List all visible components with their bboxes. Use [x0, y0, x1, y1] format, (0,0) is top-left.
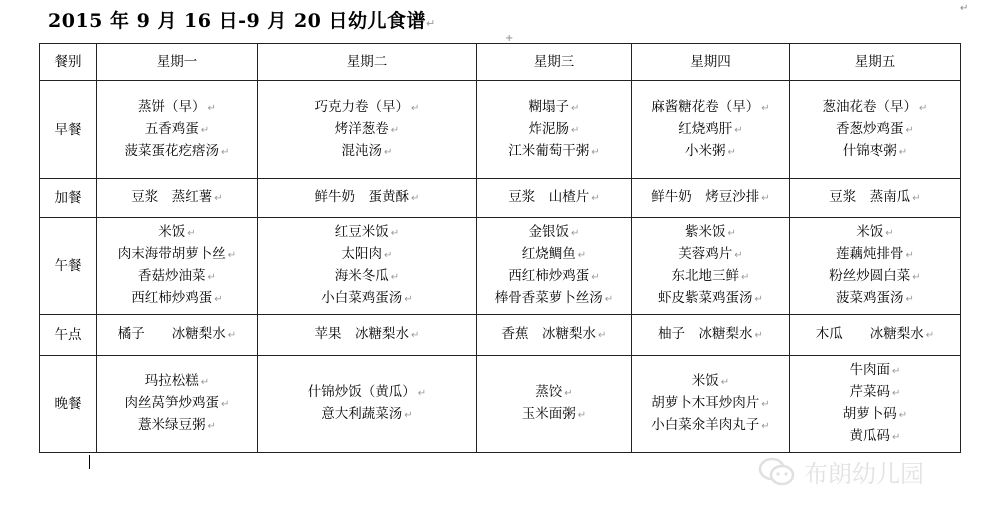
- dish-item: 黄瓜码 ↵: [849, 428, 901, 444]
- dish-item: 米饭 ↵: [158, 224, 196, 240]
- paragraph-mark-icon: ↵: [571, 102, 580, 114]
- dish-item: 牛肉面 ↵: [849, 362, 901, 378]
- day-header: 星期四: [632, 44, 790, 81]
- paragraph-mark-icon: ↵: [571, 124, 580, 136]
- menu-cell: [632, 356, 790, 453]
- paragraph-mark-icon: ↵: [221, 399, 230, 410]
- dish-item: 米饭 ↵: [691, 373, 730, 389]
- watermark-text: 布朗幼儿园: [804, 460, 924, 488]
- paragraph-mark-icon: ↵: [187, 228, 196, 239]
- menu-cell: [97, 356, 258, 453]
- menu-cell: [477, 315, 632, 356]
- day-header: 星期五: [790, 44, 961, 81]
- paragraph-mark-icon: ↵: [227, 330, 237, 341]
- margin-mark-icon: ↵: [960, 3, 969, 14]
- menu-cell: [477, 81, 632, 179]
- paragraph-mark-icon: ↵: [912, 272, 921, 283]
- dish-item: 橘子 冰糖梨水 ↵: [117, 326, 237, 342]
- paragraph-mark-icon: ↵: [898, 410, 908, 421]
- dish-item: 粉丝炒圆白菜 ↵: [829, 268, 921, 284]
- paragraph-mark-icon: ↵: [564, 388, 573, 399]
- dish-item: 意大利蔬菜汤 ↵: [321, 406, 413, 422]
- dish-item: 烤洋葱卷 ↵: [334, 120, 400, 137]
- dish-item: 蒸饼（早） ↵: [138, 98, 216, 115]
- menu-cell: [258, 315, 477, 356]
- paragraph-mark-icon: ↵: [761, 193, 770, 204]
- dish-item: 棒骨香菜萝卜丝汤 ↵: [494, 290, 614, 306]
- paragraph-mark-icon: ↵: [591, 193, 600, 204]
- text-cursor: [89, 455, 90, 469]
- paragraph-mark-icon: ↵: [207, 272, 216, 283]
- dish-item: 菠菜蛋花疙瘩汤 ↵: [124, 142, 230, 159]
- dish-item: 米饭 ↵: [856, 224, 894, 240]
- paragraph-mark-icon: ↵: [214, 193, 223, 204]
- paragraph-mark-icon: ↵: [390, 228, 400, 239]
- paragraph-mark-icon: ↵: [912, 193, 921, 204]
- paragraph-mark-icon: ↵: [761, 102, 770, 114]
- meal-label: 午餐: [40, 218, 97, 315]
- paragraph-mark-icon: ↵: [754, 330, 763, 341]
- dish-item: 混沌汤 ↵: [341, 142, 393, 159]
- paragraph-mark-icon: ↵: [411, 102, 420, 114]
- meal-label: 晚餐: [40, 356, 97, 453]
- menu-cell: [97, 81, 258, 179]
- paragraph-mark-icon: ↵: [905, 250, 914, 261]
- dish-item: 太阳肉 ↵: [341, 246, 393, 262]
- wechat-icon: [758, 457, 796, 487]
- dish-item: 鲜牛奶 烤豆沙排 ↵: [651, 189, 770, 205]
- paragraph-mark-icon: ↵: [754, 294, 763, 305]
- paragraph-mark-icon: ↵: [720, 377, 730, 388]
- dish-item: 西红柿炒鸡蛋 ↵: [508, 268, 600, 284]
- paragraph-mark-icon: ↵: [925, 330, 935, 341]
- dish-item: 小米粥 ↵: [685, 142, 736, 159]
- menu-cell: [790, 315, 961, 356]
- dish-item: 香蕉 冰糖梨水 ↵: [501, 326, 607, 342]
- dish-item: 什锦枣粥 ↵: [842, 142, 908, 159]
- paragraph-mark-icon: ↵: [591, 146, 600, 158]
- menu-cell: [790, 81, 961, 179]
- menu-cell: [477, 218, 632, 315]
- paragraph-mark-icon: ↵: [571, 228, 580, 239]
- watermark: [758, 454, 924, 489]
- paragraph-mark-icon: ↵: [390, 272, 400, 283]
- dish-item: 菠菜鸡蛋汤 ↵: [836, 290, 914, 306]
- menu-table: [39, 43, 961, 453]
- dish-item: 莲藕炖排骨 ↵: [836, 246, 914, 262]
- paragraph-mark-icon: ↵: [384, 250, 393, 261]
- dish-item: 小白菜鸡蛋汤 ↵: [321, 290, 413, 306]
- dish-item: 芹菜码 ↵: [849, 384, 901, 400]
- paragraph-mark-icon: ↵: [727, 146, 736, 158]
- menu-cell: [97, 179, 258, 218]
- dish-item: 玉米面粥 ↵: [521, 406, 587, 422]
- paragraph-mark-icon: ↵: [404, 410, 413, 421]
- paragraph-mark-icon: ↵: [741, 272, 750, 283]
- dish-item: 胡萝卜木耳炒肉片 ↵: [651, 395, 770, 411]
- dish-item: 小白菜氽羊肉丸子 ↵: [651, 417, 770, 433]
- dish-item: 葱油花卷（早） ↵: [822, 98, 928, 115]
- dish-item: 金银饭 ↵: [528, 224, 580, 240]
- paragraph-mark-icon: ↵: [384, 146, 393, 158]
- menu-cell: [97, 218, 258, 315]
- dish-item: 香菇炒油菜 ↵: [138, 268, 216, 284]
- meal-row: [40, 315, 961, 356]
- menu-cell: [632, 81, 790, 179]
- dish-item: 豆浆 蒸南瓜 ↵: [829, 189, 921, 205]
- paragraph-mark-icon: ↵: [207, 421, 216, 432]
- dish-item: 柚子 冰糖梨水 ↵: [658, 326, 763, 342]
- menu-cell: [477, 356, 632, 453]
- corner-header: 餐别: [40, 44, 97, 81]
- dish-item: 木瓜 冰糖梨水 ↵: [815, 326, 935, 342]
- paragraph-mark-icon: ↵: [898, 146, 908, 158]
- header-row: [40, 44, 961, 81]
- paragraph-mark-icon: ↵: [214, 294, 223, 305]
- menu-cell: [632, 315, 790, 356]
- paragraph-mark-icon: ↵: [892, 432, 901, 443]
- paragraph-mark-icon: ↵: [761, 399, 770, 410]
- paragraph-mark-icon: ↵: [200, 377, 210, 388]
- meal-row: [40, 179, 961, 218]
- menu-cell: [477, 179, 632, 218]
- paragraph-mark-icon: ↵: [905, 294, 914, 305]
- meal-row: [40, 356, 961, 453]
- dish-item: 什锦炒饭（黄瓜） ↵: [307, 384, 427, 400]
- paragraph-mark-icon: ↵: [598, 330, 607, 341]
- paragraph-mark-icon: ↵: [390, 124, 400, 136]
- dish-item: 江米葡萄干粥 ↵: [508, 142, 600, 159]
- meal-label: 加餐: [40, 179, 97, 218]
- dish-item: 豆浆 山楂片 ↵: [508, 189, 600, 205]
- dish-item: 红烧鸡肝 ↵: [678, 120, 743, 137]
- meal-label: 早餐: [40, 81, 97, 179]
- margin-mark-icon: +: [505, 33, 514, 44]
- menu-cell: [632, 218, 790, 315]
- dish-item: 香葱炒鸡蛋 ↵: [836, 120, 914, 137]
- paragraph-mark-icon: ↵: [221, 146, 230, 158]
- paragraph-mark-icon: ↵: [411, 193, 420, 204]
- dish-item: 胡萝卜码 ↵: [842, 406, 908, 422]
- dish-item: 红烧鲷鱼 ↵: [521, 246, 587, 262]
- dish-item: 豆浆 蒸红薯 ↵: [131, 189, 223, 205]
- meal-label: 午点: [40, 315, 97, 356]
- dish-item: 芙蓉鸡片 ↵: [678, 246, 743, 262]
- menu-cell: [258, 218, 477, 315]
- paragraph-mark-icon: ↵: [727, 228, 736, 239]
- paragraph-mark-icon: ↵: [892, 388, 901, 399]
- day-header: 星期一: [97, 44, 258, 81]
- dish-item: 紫米饭 ↵: [685, 224, 736, 240]
- paragraph-mark-icon: ↵: [885, 228, 894, 239]
- paragraph-mark-icon: ↵: [404, 294, 413, 305]
- paragraph-mark-icon: ↵: [207, 102, 216, 114]
- paragraph-mark-icon: ↵: [919, 102, 928, 114]
- paragraph-mark-icon: ↵: [905, 124, 914, 136]
- dish-item: 五香鸡蛋 ↵: [144, 120, 210, 137]
- meal-row: [40, 218, 961, 315]
- day-header: 星期二: [258, 44, 477, 81]
- paragraph-mark-icon: ↵: [426, 17, 436, 30]
- paragraph-mark-icon: ↵: [892, 366, 901, 377]
- menu-cell: [790, 356, 961, 453]
- paragraph-mark-icon: ↵: [761, 421, 770, 432]
- menu-cell: [632, 179, 790, 218]
- dish-item: 肉末海带胡萝卜丝 ↵: [117, 246, 237, 262]
- dish-item: 东北地三鲜 ↵: [671, 268, 750, 284]
- dish-item: 鲜牛奶 蛋黄酥 ↵: [314, 189, 420, 205]
- paragraph-mark-icon: ↵: [200, 124, 210, 136]
- paragraph-mark-icon: ↵: [227, 250, 237, 261]
- dish-item: 西红柿炒鸡蛋 ↵: [131, 290, 223, 306]
- dish-item: 糊塌子 ↵: [528, 98, 580, 115]
- dish-item: 麻酱糖花卷（早） ↵: [651, 98, 770, 115]
- menu-cell: [790, 218, 961, 315]
- dish-item: 炸泥肠 ↵: [528, 120, 580, 137]
- paragraph-mark-icon: ↵: [734, 124, 743, 136]
- paragraph-mark-icon: ↵: [577, 250, 587, 261]
- title-text: 2015 年 9 月 16 日-9 月 20 日幼儿食谱: [48, 10, 427, 32]
- paragraph-mark-icon: ↵: [411, 330, 420, 341]
- menu-cell: [258, 356, 477, 453]
- menu-cell: [97, 315, 258, 356]
- dish-item: 海米冬瓜 ↵: [334, 268, 400, 284]
- paragraph-mark-icon: ↵: [577, 410, 587, 421]
- dish-item: 虾皮紫菜鸡蛋汤 ↵: [658, 290, 763, 306]
- paragraph-mark-icon: ↵: [417, 388, 427, 399]
- dish-item: 红豆米饭 ↵: [334, 224, 400, 240]
- menu-cell: [258, 81, 477, 179]
- menu-cell: [258, 179, 477, 218]
- dish-item: 薏米绿豆粥 ↵: [138, 417, 216, 433]
- menu-cell: [790, 179, 961, 218]
- paragraph-mark-icon: ↵: [591, 272, 600, 283]
- document-title: [48, 6, 436, 33]
- paragraph-mark-icon: ↵: [734, 250, 743, 261]
- dish-item: 玛拉松糕 ↵: [144, 373, 210, 389]
- day-header: 星期三: [477, 44, 632, 81]
- dish-item: 巧克力卷（早） ↵: [314, 98, 420, 115]
- paragraph-mark-icon: ↵: [604, 294, 614, 305]
- dish-item: 肉丝莴笋炒鸡蛋 ↵: [124, 395, 230, 411]
- dish-item: 苹果 冰糖梨水 ↵: [314, 326, 420, 342]
- meal-row: [40, 81, 961, 179]
- dish-item: 蒸饺 ↵: [535, 384, 573, 400]
